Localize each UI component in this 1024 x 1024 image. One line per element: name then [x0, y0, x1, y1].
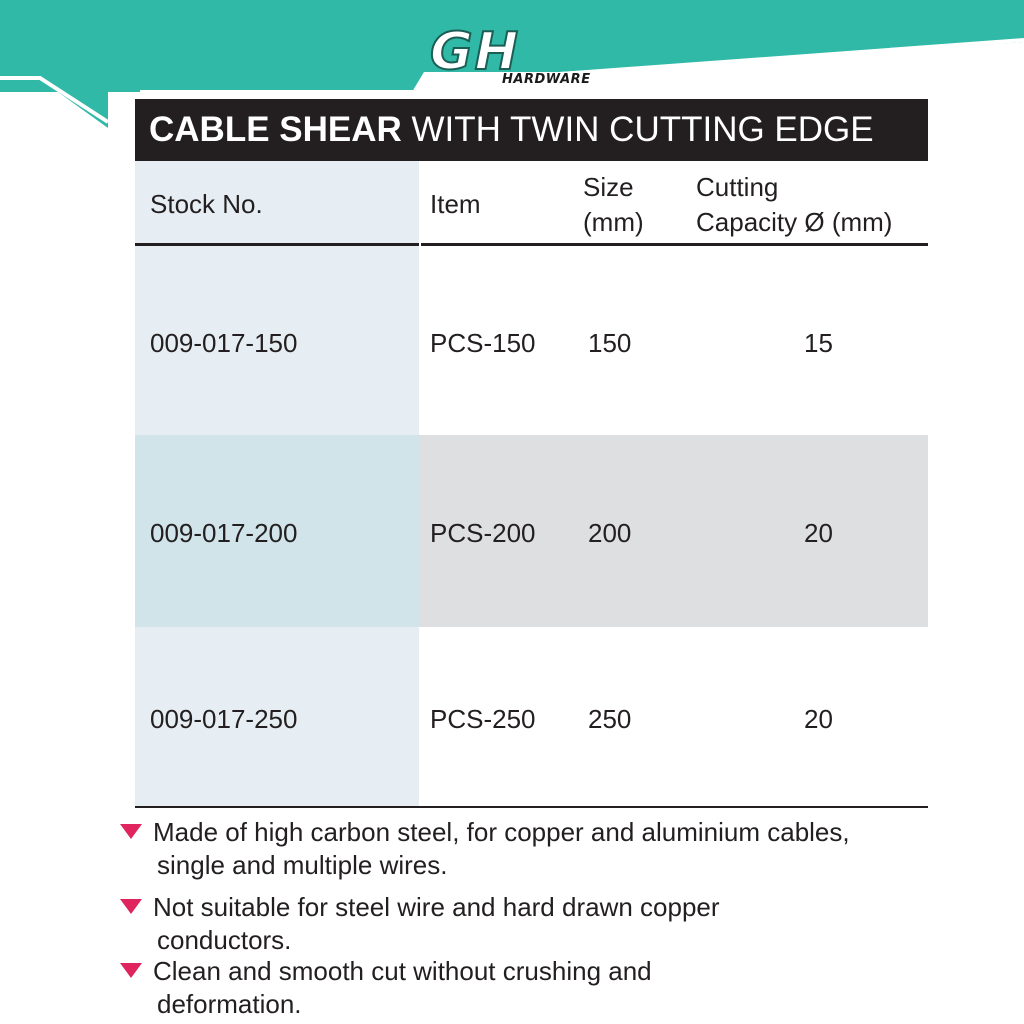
header-capacity-line1: Cutting [696, 172, 779, 202]
row-3-capacity: 20 [804, 704, 833, 734]
triangle-bullet-icon [120, 824, 142, 839]
page-title [135, 99, 928, 161]
row-2-capacity: 20 [804, 518, 833, 548]
feature-2-line2: conductors. [157, 925, 292, 955]
table-bottom-rule [135, 806, 928, 808]
header-divider-right [421, 243, 928, 246]
row-1-capacity: 15 [804, 328, 833, 358]
row-1-size: 150 [588, 328, 632, 358]
triangle-bullet-icon [120, 899, 142, 914]
header-size-line1: Size [583, 172, 634, 202]
row-3-stock: 009-017-250 [150, 704, 298, 734]
feature-1-line2: single and multiple wires. [157, 850, 448, 880]
feature-2-line1: Not suitable for steel wire and hard drawn copper [153, 892, 720, 922]
feature-1-line1: Made of high carbon steel, for copper and aluminium cables, [153, 817, 850, 847]
brand-logo [430, 22, 600, 90]
logo-subtitle: HARDWARE [502, 72, 591, 87]
row-1-stock: 009-017-150 [150, 328, 298, 358]
header-stock-no: Stock No. [150, 189, 263, 219]
row-3-size: 250 [588, 704, 632, 734]
row-3-item: PCS-250 [430, 704, 536, 734]
feature-3-line1: Clean and smooth cut without crushing and [153, 956, 652, 986]
header-divider-left [135, 243, 419, 246]
triangle-bullet-icon [120, 963, 142, 978]
title-regular: WITH TWIN CUTTING EDGE [401, 110, 874, 149]
row-2-stock: 009-017-200 [150, 518, 298, 548]
title-bold: CABLE SHEAR [149, 110, 402, 149]
header-capacity-line2: Capacity Ø (mm) [696, 207, 893, 237]
logo-mark: GH [430, 22, 521, 82]
row-2-size: 200 [588, 518, 632, 548]
header-item: Item [430, 189, 481, 219]
row-1-item: PCS-150 [430, 328, 536, 358]
feature-3-line2: deformation. [157, 989, 302, 1019]
row-2-item: PCS-200 [430, 518, 536, 548]
header-size-line2: (mm) [583, 207, 644, 237]
